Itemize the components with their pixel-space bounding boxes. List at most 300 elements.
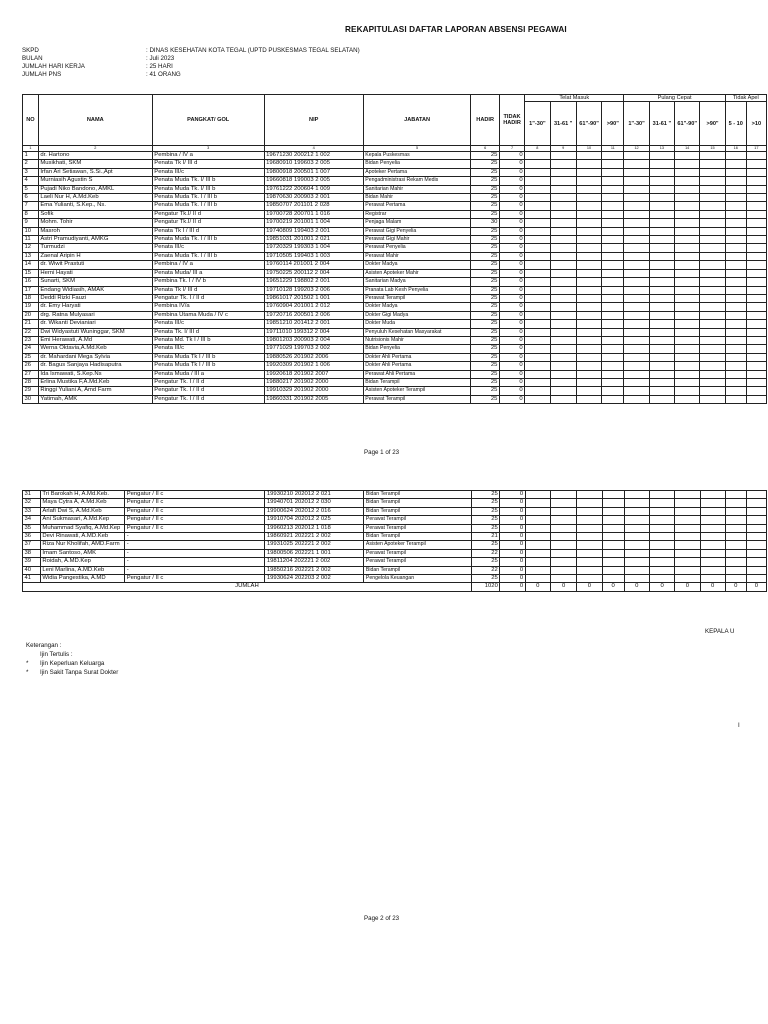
cell-empty (576, 387, 601, 395)
cell-no: 30 (23, 395, 39, 403)
cell-jabatan: Perawat Mahir (363, 252, 471, 260)
cell-nip: 19910329 201902 2000 (264, 387, 363, 395)
cell-empty (725, 575, 746, 583)
cell-empty (746, 244, 766, 252)
cell-empty (725, 541, 746, 549)
total-zero: 0 (577, 583, 602, 591)
cell-empty (577, 566, 602, 574)
cell-nip: 19660818 199003 2 005 (264, 177, 363, 185)
cell-nip: 19760114 201001 2 004 (264, 261, 363, 269)
cell-jabatan: Perawat Terampil (364, 558, 471, 566)
cell-pangkat: Penata Md. Tk I / III b (152, 336, 264, 344)
cell-empty (550, 362, 576, 370)
cell-nama: Ema Yulianti, S.Kep., Ns. (38, 202, 152, 210)
cell-no: 20 (23, 311, 39, 319)
cell-empty (577, 524, 602, 532)
note-item: * Ijin Sakit Tanpa Surat Dokter (26, 669, 119, 676)
cell-empty (675, 524, 700, 532)
cell-tidak: 0 (500, 507, 525, 515)
cell-empty (525, 152, 550, 160)
cell-tidak: 0 (500, 549, 525, 557)
cell-empty (550, 252, 576, 260)
cell-empty (700, 345, 725, 353)
table-row (23, 507, 767, 515)
total-hadir: 1020 (471, 583, 499, 591)
cell-empty (649, 320, 674, 328)
cell-empty (525, 336, 550, 344)
cell-empty (550, 516, 576, 524)
cell-no: 4 (23, 177, 39, 185)
cell-tidak: 0 (500, 499, 525, 507)
cell-empty (746, 194, 766, 202)
cell-hadir: 25 (471, 378, 499, 386)
cell-empty (725, 499, 746, 507)
cell-empty (525, 194, 550, 202)
cell-nip: 19771029 199703 2 002 (264, 345, 363, 353)
cell-empty (675, 541, 700, 549)
cell-pangkat: Penata Muda/ III a (152, 269, 264, 277)
cell-empty (725, 311, 746, 319)
cell-hadir: 25 (471, 236, 499, 244)
cell-empty (624, 227, 649, 235)
cell-hadir: 25 (471, 252, 499, 260)
cell-empty (649, 328, 674, 336)
cell-nip: 19750225 200112 2 004 (264, 269, 363, 277)
cell-empty (624, 303, 649, 311)
table-row (23, 311, 767, 319)
cell-jabatan: Perawat Ahli Pertama (363, 370, 471, 378)
cell-empty (675, 558, 700, 566)
column-number: 8 (525, 146, 550, 152)
cell-hadir: 25 (471, 345, 499, 353)
cell-empty (550, 566, 576, 574)
cell-empty (624, 491, 649, 499)
cell-hadir: 25 (471, 202, 499, 210)
cell-no: 14 (23, 261, 39, 269)
cell-empty (649, 541, 674, 549)
cell-empty (649, 244, 674, 252)
cell-empty (602, 219, 624, 227)
cell-nama: Irfan Ari Setiawan, S.Si.,Apt (38, 168, 152, 176)
cell-empty (649, 370, 674, 378)
cell-empty (700, 378, 725, 386)
cell-pangkat: Penata III/c (152, 345, 264, 353)
cell-nip: 19680910 199603 2 005 (264, 160, 363, 168)
cell-empty (725, 219, 746, 227)
cell-tidak: 0 (499, 370, 524, 378)
cell-empty (649, 549, 674, 557)
cell-empty (624, 278, 649, 286)
cell-jabatan: Perawat Terampil (364, 516, 471, 524)
cell-empty (675, 395, 700, 403)
cell-nama: Sofik (38, 210, 152, 218)
cell-nip: 19700728 200701 1 016 (264, 210, 363, 218)
cell-hadir: 25 (471, 516, 499, 524)
cell-empty (602, 345, 624, 353)
cell-empty (550, 507, 576, 515)
cell-empty (624, 236, 649, 244)
cell-empty (675, 303, 700, 311)
cell-empty (525, 320, 550, 328)
cell-empty (576, 210, 601, 218)
cell-pangkat: Penata III/c (152, 168, 264, 176)
cell-no: 19 (23, 303, 39, 311)
cell-empty (746, 269, 766, 277)
column-number: 6 (471, 146, 499, 152)
cell-empty (725, 168, 746, 176)
cell-empty (746, 507, 766, 515)
cell-no: 12 (23, 244, 39, 252)
cell-empty (649, 566, 674, 574)
cell-empty (602, 507, 624, 515)
cell-empty (525, 491, 550, 499)
cell-empty (649, 252, 674, 260)
cell-empty (602, 362, 624, 370)
cell-empty (576, 336, 601, 344)
cell-nama: Yatimah, AMK (38, 395, 152, 403)
cell-empty (746, 152, 766, 160)
cell-empty (649, 395, 674, 403)
cell-nip: 19960213 202012 1 018 (265, 524, 364, 532)
note-item: Ijin Tertulis : (40, 651, 73, 658)
report-title: REKAPITULASI DAFTAR LAPORAN ABSENSI PEGAWAI (345, 25, 567, 34)
cell-empty (746, 387, 766, 395)
cell-no: 25 (23, 353, 39, 361)
cell-empty (746, 575, 766, 583)
cell-tidak: 0 (500, 491, 525, 499)
cell-nama: dr. Hartono (38, 152, 152, 160)
cell-empty (525, 516, 550, 524)
table-row (23, 185, 767, 193)
cell-empty (525, 252, 550, 260)
cell-empty (725, 370, 746, 378)
cell-empty (602, 210, 624, 218)
cell-empty (675, 328, 700, 336)
cell-tidak: 0 (499, 160, 524, 168)
cell-nip: 19720329 199303 1 004 (264, 244, 363, 252)
cell-empty (576, 152, 601, 160)
cell-empty (602, 499, 624, 507)
table-row (23, 202, 767, 210)
cell-pangkat: Pengatur / II c (125, 491, 265, 499)
header-telat-2: 31-61 " (550, 102, 576, 146)
cell-nip: 19851210 201412 2 001 (264, 320, 363, 328)
cell-empty (602, 303, 624, 311)
header-telat-masuk: Telat Masuk (525, 95, 624, 102)
cell-empty (649, 311, 674, 319)
table-row (23, 227, 767, 235)
cell-no: 21 (23, 320, 39, 328)
cell-nip: 19700219 201001 1 004 (264, 219, 363, 227)
cell-empty (649, 219, 674, 227)
cell-hadir: 25 (471, 210, 499, 218)
cell-empty (525, 499, 550, 507)
cell-empty (700, 328, 725, 336)
cell-empty (550, 236, 576, 244)
cell-tidak: 0 (499, 210, 524, 218)
cell-empty (746, 236, 766, 244)
cell-empty (624, 202, 649, 210)
cell-pangkat: Pengatur Tk. I / II d (152, 395, 264, 403)
cell-empty (525, 566, 550, 574)
header-pulang-2: 31-61 " (649, 102, 674, 146)
cell-empty (550, 227, 576, 235)
info-bulan: BULAN : Juli 2023 (22, 55, 175, 62)
cell-nip: 19880526 201902 2006 (264, 353, 363, 361)
report-page-1 (0, 0, 768, 470)
cell-empty (602, 286, 624, 294)
table-row (23, 549, 767, 557)
cell-no: 22 (23, 328, 39, 336)
cell-empty (700, 210, 725, 218)
cell-jabatan: Pranata Lab Kesh Penyelia (363, 286, 471, 294)
column-number: 17 (746, 146, 766, 152)
cell-nip: 19931025 202221 2 002 (265, 541, 364, 549)
cell-nip: 19900624 202012 2 016 (265, 507, 364, 515)
cell-empty (649, 160, 674, 168)
cell-nama: Tri Barokah H, A.Md.Keb. (40, 491, 124, 499)
cell-empty (746, 353, 766, 361)
cell-nama: Maya Cytra A, A.Md.Keb (40, 499, 124, 507)
cell-empty (700, 336, 725, 344)
cell-jabatan: Sanitarian Madya (363, 278, 471, 286)
table-row (23, 541, 767, 549)
cell-no: 8 (23, 210, 39, 218)
cell-empty (746, 336, 766, 344)
cell-empty (649, 353, 674, 361)
total-zero: 0 (550, 583, 576, 591)
table-row (23, 177, 767, 185)
cell-empty (700, 152, 725, 160)
cell-empty (550, 152, 576, 160)
cell-empty (550, 549, 576, 557)
cell-jabatan: Asisten Apoteker Terampil (364, 541, 471, 549)
cell-empty (624, 168, 649, 176)
cell-empty (675, 378, 700, 386)
cell-empty (675, 362, 700, 370)
cell-no: 18 (23, 294, 39, 302)
cell-empty (602, 524, 624, 532)
cell-empty (576, 345, 601, 353)
cell-empty (624, 261, 649, 269)
cell-empty (649, 558, 674, 566)
cell-pangkat: Penata Muda Tk. I / III b (152, 202, 264, 210)
cell-no: 10 (23, 227, 39, 235)
cell-empty (577, 549, 602, 557)
cell-empty (700, 524, 725, 532)
cell-hadir: 25 (471, 395, 499, 403)
cell-hadir: 25 (471, 575, 499, 583)
cell-no: 1 (23, 152, 39, 160)
cell-nip: 19711010 199312 2 004 (264, 328, 363, 336)
table-row (23, 160, 767, 168)
cell-empty (602, 328, 624, 336)
cell-nip: 19850707 201101 2 028 (264, 202, 363, 210)
table-row (23, 491, 767, 499)
cell-empty (602, 491, 624, 499)
cell-empty (624, 328, 649, 336)
cell-jabatan: Perawat Terampil (364, 524, 471, 532)
cell-empty (624, 160, 649, 168)
table-row (23, 516, 767, 524)
cell-nama: Riza Nur Kholifah, AMD.Farm (40, 541, 124, 549)
cell-no: 40 (23, 566, 41, 574)
cell-empty (675, 185, 700, 193)
cell-empty (675, 219, 700, 227)
cell-empty (576, 219, 601, 227)
cell-no: 27 (23, 370, 39, 378)
cell-no: 6 (23, 194, 39, 202)
header-no: NO (23, 95, 39, 146)
cell-tidak: 0 (499, 336, 524, 344)
cell-empty (649, 269, 674, 277)
cell-empty (602, 311, 624, 319)
cell-empty (602, 152, 624, 160)
cell-empty (725, 303, 746, 311)
cell-tidak: 0 (499, 303, 524, 311)
cell-nama: Werna Oktavia,A.Md.Keb (38, 345, 152, 353)
cell-pangkat: Penata Tk I/ III d (152, 286, 264, 294)
cell-pangkat: - (125, 558, 265, 566)
cell-empty (725, 395, 746, 403)
cell-nip: 19910704 202012 2 025 (265, 516, 364, 524)
cell-tidak: 0 (499, 219, 524, 227)
cell-empty (746, 202, 766, 210)
cell-empty (577, 558, 602, 566)
cell-pangkat: - (125, 533, 265, 541)
cell-empty (675, 320, 700, 328)
cell-empty (550, 575, 576, 583)
cell-jabatan: Bidan Penyelia (363, 345, 471, 353)
cell-empty (725, 353, 746, 361)
cell-nip: 19761222 200604 1 009 (264, 185, 363, 193)
cell-empty (624, 558, 649, 566)
cell-jabatan: Kepala Puskesmas (363, 152, 471, 160)
cell-empty (746, 499, 766, 507)
cell-empty (746, 516, 766, 524)
info-jumlah-pns: JUMLAH PNS : 41 ORANG (22, 71, 181, 78)
cell-empty (700, 252, 725, 260)
cell-empty (550, 269, 576, 277)
table-row (23, 152, 767, 160)
table-row (23, 524, 767, 532)
cell-empty (725, 252, 746, 260)
cell-nama: dr. Wiwit Prastuti (38, 261, 152, 269)
cell-empty (602, 269, 624, 277)
cell-empty (700, 168, 725, 176)
cell-empty (602, 185, 624, 193)
cell-empty (725, 227, 746, 235)
cell-pangkat: Pengatur Tk. I / II d (152, 294, 264, 302)
cell-empty (649, 261, 674, 269)
cell-nama: Murniasih Agustin S (38, 177, 152, 185)
cell-empty (550, 336, 576, 344)
cell-empty (550, 328, 576, 336)
cell-empty (746, 378, 766, 386)
cell-nip: 19740809 199403 2 001 (264, 227, 363, 235)
cell-nama: Endang Widiasih, AMAK (38, 286, 152, 294)
header-telat-4: >90" (602, 102, 624, 146)
cell-empty (602, 541, 624, 549)
column-number: 3 (152, 146, 264, 152)
header-hadir: HADIR (471, 95, 499, 146)
cell-empty (649, 202, 674, 210)
cell-tidak: 0 (499, 328, 524, 336)
cell-empty (675, 345, 700, 353)
cell-pangkat: Penata Muda / III a (152, 370, 264, 378)
cell-empty (576, 320, 601, 328)
cell-jabatan: Perawat Terampil (363, 294, 471, 302)
cell-empty (576, 362, 601, 370)
table-row (23, 286, 767, 294)
cell-empty (576, 236, 601, 244)
cell-jabatan: Perawat Pertama (363, 202, 471, 210)
cell-empty (649, 336, 674, 344)
cell-jabatan: Registrar (363, 210, 471, 218)
cell-nip: 19861017 201502 1 001 (264, 294, 363, 302)
table-row (23, 353, 767, 361)
header-pangkat: PANGKAT/ GOL (152, 95, 264, 146)
cell-empty (602, 558, 624, 566)
cell-empty (602, 566, 624, 574)
cell-empty (602, 160, 624, 168)
cell-empty (675, 491, 700, 499)
cell-empty (624, 378, 649, 386)
cell-nama: Musikhati, SKM (38, 160, 152, 168)
cell-nip: 19930624 202203 2 002 (265, 575, 364, 583)
cell-empty (649, 236, 674, 244)
cell-empty (725, 516, 746, 524)
cell-jabatan: Bidan Terampil (364, 507, 471, 515)
table-row (23, 303, 767, 311)
cell-nip: 19940701 202012 2 030 (265, 499, 364, 507)
header-nip: NIP (264, 95, 363, 146)
cell-empty (675, 566, 700, 574)
cell-empty (746, 278, 766, 286)
cell-empty (746, 286, 766, 294)
cell-jabatan: Bidan Mahir (363, 194, 471, 202)
cell-no: 3 (23, 168, 39, 176)
cell-empty (624, 533, 649, 541)
cell-hadir: 25 (471, 311, 499, 319)
column-number: 11 (602, 146, 624, 152)
table-row (23, 294, 767, 302)
column-number: 12 (624, 146, 649, 152)
cell-pangkat: Penata Tk I / III d (152, 227, 264, 235)
cell-empty (624, 294, 649, 302)
cell-empty (725, 244, 746, 252)
cell-pangkat: Pengatur / II c (125, 507, 265, 515)
note-item: * Ijin Keperluan Keluarga (26, 660, 105, 667)
cell-hadir: 25 (471, 278, 499, 286)
cell-empty (576, 328, 601, 336)
cell-empty (550, 345, 576, 353)
cell-jabatan: Bidan Penyelia (363, 160, 471, 168)
cell-empty (700, 499, 725, 507)
cell-hadir: 25 (471, 524, 499, 532)
cell-empty (746, 311, 766, 319)
cell-empty (624, 286, 649, 294)
cell-empty (700, 278, 725, 286)
cell-pangkat: Pembina Utama Muda / IV c (152, 311, 264, 319)
cell-empty (746, 303, 766, 311)
column-number: 16 (725, 146, 746, 152)
table-row (23, 566, 767, 574)
table-row (23, 269, 767, 277)
cell-empty (624, 210, 649, 218)
cell-hadir: 25 (471, 261, 499, 269)
table-row (23, 345, 767, 353)
